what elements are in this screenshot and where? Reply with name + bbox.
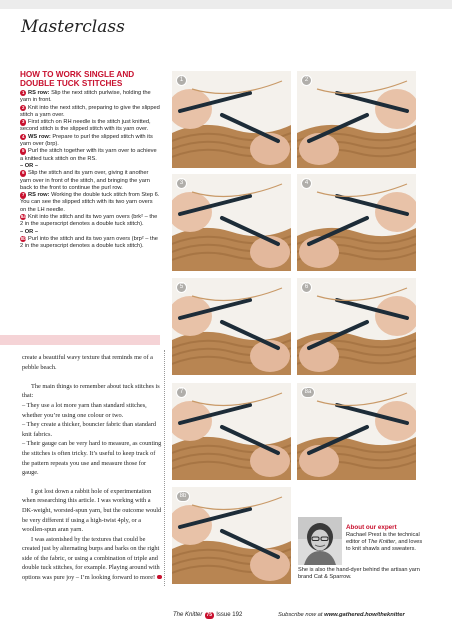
knitting-photo bbox=[297, 383, 416, 480]
knitting-photo bbox=[297, 71, 416, 168]
heading-line-1: HOW TO WORK SINGLE AND bbox=[20, 70, 135, 79]
knitting-photo bbox=[172, 278, 291, 375]
expert-heading: About our expert bbox=[346, 524, 397, 531]
step-photo-8a bbox=[297, 383, 416, 480]
step-photo-4 bbox=[297, 174, 416, 271]
photo-step-badge: 8a bbox=[301, 387, 315, 398]
body-paragraph: I was astonished by the textures that could be created just by alternating burps and barks on the right side of the fabric, or using a combination of triple and double tuck stitches, for example. Playing around with options was pure joy – I’m looking forward to more! bbox=[22, 535, 160, 582]
about-expert bbox=[346, 524, 428, 553]
knitting-photo bbox=[172, 487, 291, 584]
photo-step-badge: 3 bbox=[176, 178, 187, 189]
photo-step-badge: 2 bbox=[301, 75, 312, 86]
step-number-badge: 6 bbox=[21, 170, 25, 176]
instructions-column bbox=[20, 70, 160, 251]
step-number-badge: 8a bbox=[20, 214, 26, 220]
subscribe-link[interactable]: www.gathered.how/theknitter bbox=[324, 612, 405, 618]
or-separator-1: – OR – bbox=[20, 162, 39, 169]
step-6: 6 Slip the stitch and its yarn over, giving it another yarn over in front of the stitch, and bringing the yarn back to the front to continue the purl row. bbox=[20, 170, 150, 191]
step-photo-8b bbox=[172, 487, 291, 584]
or-separator-2: – OR – bbox=[20, 228, 39, 235]
step-photo-5 bbox=[172, 278, 291, 375]
knitting-photo bbox=[172, 383, 291, 480]
body-paragraph: I got lost down a rabbit hole of experimentation when researching this article. I was working with a DK-weight, worsted-spun yarn, but the outcome would be very different if using a high-twist 4ply, or a woollen-spun aran yarn. bbox=[22, 487, 162, 534]
expert-portrait bbox=[298, 517, 342, 565]
body-paragraph: create a beautiful wavy texture that reminds me of a pebble beach. bbox=[22, 354, 153, 371]
page-section-title: Masterclass bbox=[21, 17, 125, 37]
step-number-badge: 4 bbox=[21, 133, 25, 139]
step-number-badge: 8b bbox=[20, 235, 26, 241]
step-photo-6 bbox=[297, 278, 416, 375]
step-number-badge: 7 bbox=[21, 192, 25, 198]
instructions-heading bbox=[20, 70, 160, 88]
body-paragraph: The main things to remember about tuck stitches is that: bbox=[22, 382, 160, 400]
step-5: 5 Purl the stitch together with its yarn over to achieve a knitted tuck stitch on the RS. bbox=[20, 148, 157, 162]
step-photo-1 bbox=[172, 71, 291, 168]
step-7: 7 RS row: Working the double tuck stitch from Step 6. You can see the slipped stitch with its two yarn overs on the LH needle. bbox=[20, 192, 160, 213]
step-photo-2 bbox=[297, 71, 416, 168]
photo-step-badge: 8b bbox=[176, 491, 190, 502]
body-list-item: – They create a thicker, bouncier fabric than standard knit fabrics. bbox=[22, 421, 157, 438]
step-8b: 8b Purl into the stitch and its two yarn overs (brp² – the 2 in the superscript denotes a double tuck stitch). bbox=[20, 235, 158, 250]
knitting-photo bbox=[297, 278, 416, 375]
knitting-photo bbox=[297, 174, 416, 271]
step-8a: 8a Knit into the stitch and its two yarn overs (brk² – the 2 in the superscript denotes a double tuck stitch). bbox=[20, 214, 158, 228]
body-list-item: – Their gauge can be very hard to measure, as counting the stitches is often tricky. It’s useful to keep track of the pattern repeats you use and measure those for gauge. bbox=[22, 440, 162, 477]
expert-bio: Rachael Prest is the technical editor of The Knitter, and loves to knit shawls and sweaters. bbox=[346, 532, 423, 553]
photo-step-badge: 7 bbox=[176, 387, 187, 398]
top-bar bbox=[0, 0, 452, 9]
knitting-photo bbox=[172, 71, 291, 168]
footer-subscribe: Subscribe now at www.gathered.how/theknitter bbox=[278, 612, 405, 618]
article-body bbox=[22, 353, 162, 583]
knitting-photo bbox=[172, 174, 291, 271]
photo-step-badge: 5 bbox=[176, 282, 187, 293]
portrait-image bbox=[298, 517, 342, 565]
footer-magazine: The Knitter 75 Issue 192 bbox=[173, 612, 243, 618]
step-1: 1 RS row: Slip the next stitch purlwise, holding the yarn in front. bbox=[20, 90, 151, 104]
page-number-badge: 75 bbox=[206, 612, 213, 618]
step-number-badge: 1 bbox=[21, 90, 25, 95]
step-photo-7 bbox=[172, 383, 291, 480]
end-of-article-icon bbox=[157, 575, 162, 580]
pink-separator-band bbox=[0, 335, 160, 345]
photo-step-badge: 1 bbox=[176, 75, 187, 86]
heading-line-2: DOUBLE TUCK STITCHES bbox=[20, 79, 123, 88]
step-number-badge: 3 bbox=[21, 119, 25, 125]
photo-step-badge: 4 bbox=[301, 178, 312, 189]
step-number-badge: 2 bbox=[21, 104, 25, 110]
step-number-badge: 5 bbox=[21, 148, 25, 154]
expert-note: She is also the hand-dyer behind the artisan yarn brand Cat & Sparrow. bbox=[298, 567, 420, 581]
photo-step-badge: 6 bbox=[301, 282, 312, 293]
step-2: 2 Knit into the next stitch, preparing to give the slipped stitch a yarn over. bbox=[20, 104, 160, 118]
column-divider bbox=[164, 350, 165, 586]
step-photo-3 bbox=[172, 174, 291, 271]
body-list-item: – They use a lot more yarn than standard stitches, whether you’re using one colour or two. bbox=[22, 401, 147, 419]
step-4: 4 WS row: Prepare to purl the slipped stitch with its yarn over (brp). bbox=[20, 133, 153, 148]
step-3: 3 First stitch on RH needle is the stitch just knitted, second stitch is the slipped stitch with its yarn over. bbox=[20, 119, 151, 133]
